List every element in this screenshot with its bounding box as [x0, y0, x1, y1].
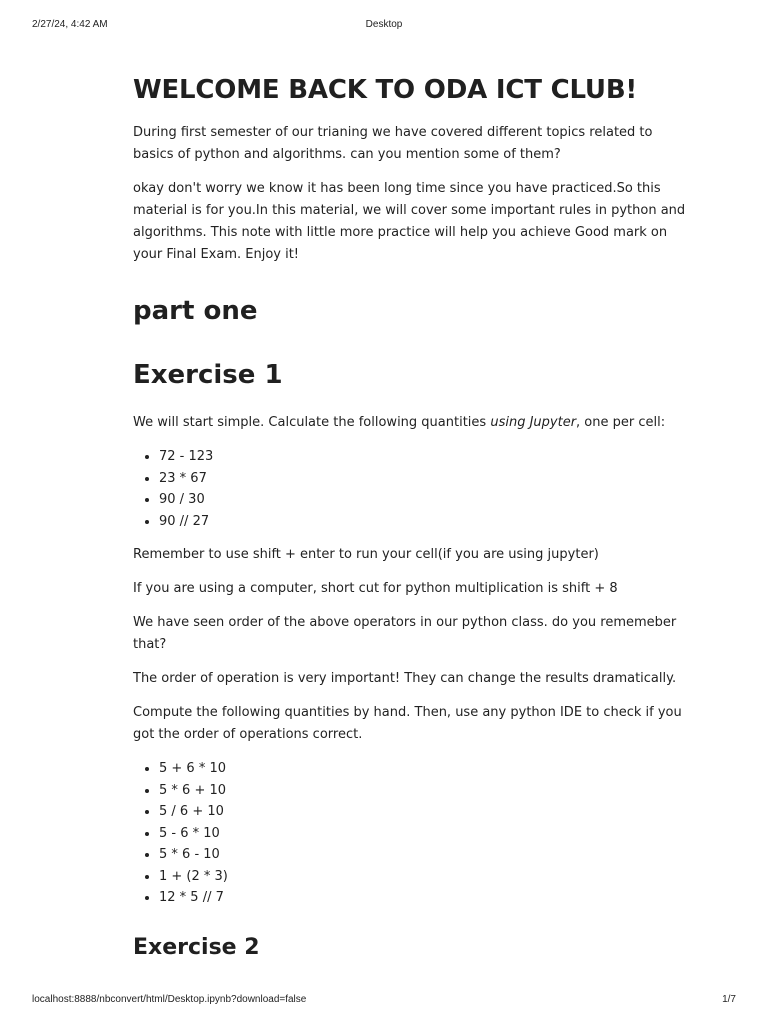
print-page-number: 1/7: [722, 994, 736, 1005]
print-url: localhost:8888/nbconvert/html/Desktop.ipynb?download=false: [32, 994, 307, 1005]
exercise-1-list: [133, 446, 693, 532]
list-item: • 90 // 27: [159, 511, 693, 533]
exercise-1-intro-tail: , one per cell:: [576, 415, 666, 430]
exercise-1-intro-text: We will start simple. Calculate the following quantities: [133, 415, 491, 430]
print-header: [0, 19, 768, 33]
list-item: • 90 / 30: [159, 489, 693, 511]
exercise-1-intro-emphasis: using Jupyter: [490, 415, 577, 430]
shift-enter-note: Remember to use shift + enter to run your cell(if you are using jupyter): [133, 547, 599, 562]
list-item: • 23 * 67: [159, 468, 693, 490]
print-title: Desktop: [365, 19, 403, 30]
list-item: • 72 - 123: [159, 446, 693, 468]
exercise-1-heading: Exercise 1: [133, 360, 283, 390]
list-item: • 5 + 6 * 10: [159, 758, 693, 780]
list-item: • 5 * 6 - 10: [159, 844, 693, 866]
print-footer: [0, 994, 768, 1008]
list-item: • 5 * 6 + 10: [159, 780, 693, 802]
compute-instruction: Compute the following quantities by hand. Then, use any python IDE to check if you got the order of operations correct.: [133, 705, 682, 742]
intro-paragraph-2: okay don't worry we know it has been long time since you have practiced.So this material is for you.In this material, we will cover some important rules in python and algorithms. This note with little more practice will help you achieve Good mark on your Final Exam. Enjoy it!: [133, 181, 686, 262]
page-title: WELCOME BACK TO ODA ICT CLUB!: [133, 75, 638, 105]
order-of-operations-list: [133, 758, 693, 909]
multiplication-shortcut-note: If you are using a computer, short cut for python multiplication is shift + 8: [133, 581, 618, 596]
part-heading: part one: [133, 296, 258, 326]
list-item: • 1 + (2 * 3): [159, 866, 693, 888]
exercise-1-intro: [133, 412, 693, 434]
order-importance-note: The order of operation is very important! They can change the results dramatically.: [133, 671, 677, 686]
intro-paragraph-1: During first semester of our trianing we have covered different topics related to basics of python and algorithms. can you mention some of them?: [133, 125, 653, 162]
list-item: • 5 / 6 + 10: [159, 801, 693, 823]
exercise-2-heading: Exercise 2: [133, 934, 260, 960]
list-item: • 12 * 5 // 7: [159, 887, 693, 909]
notebook-content: [133, 68, 693, 963]
list-item: • 5 - 6 * 10: [159, 823, 693, 845]
print-datetime: 2/27/24, 4:42 AM: [32, 19, 108, 30]
operator-order-note: We have seen order of the above operators in our python class. do you rememeber that?: [133, 615, 677, 652]
